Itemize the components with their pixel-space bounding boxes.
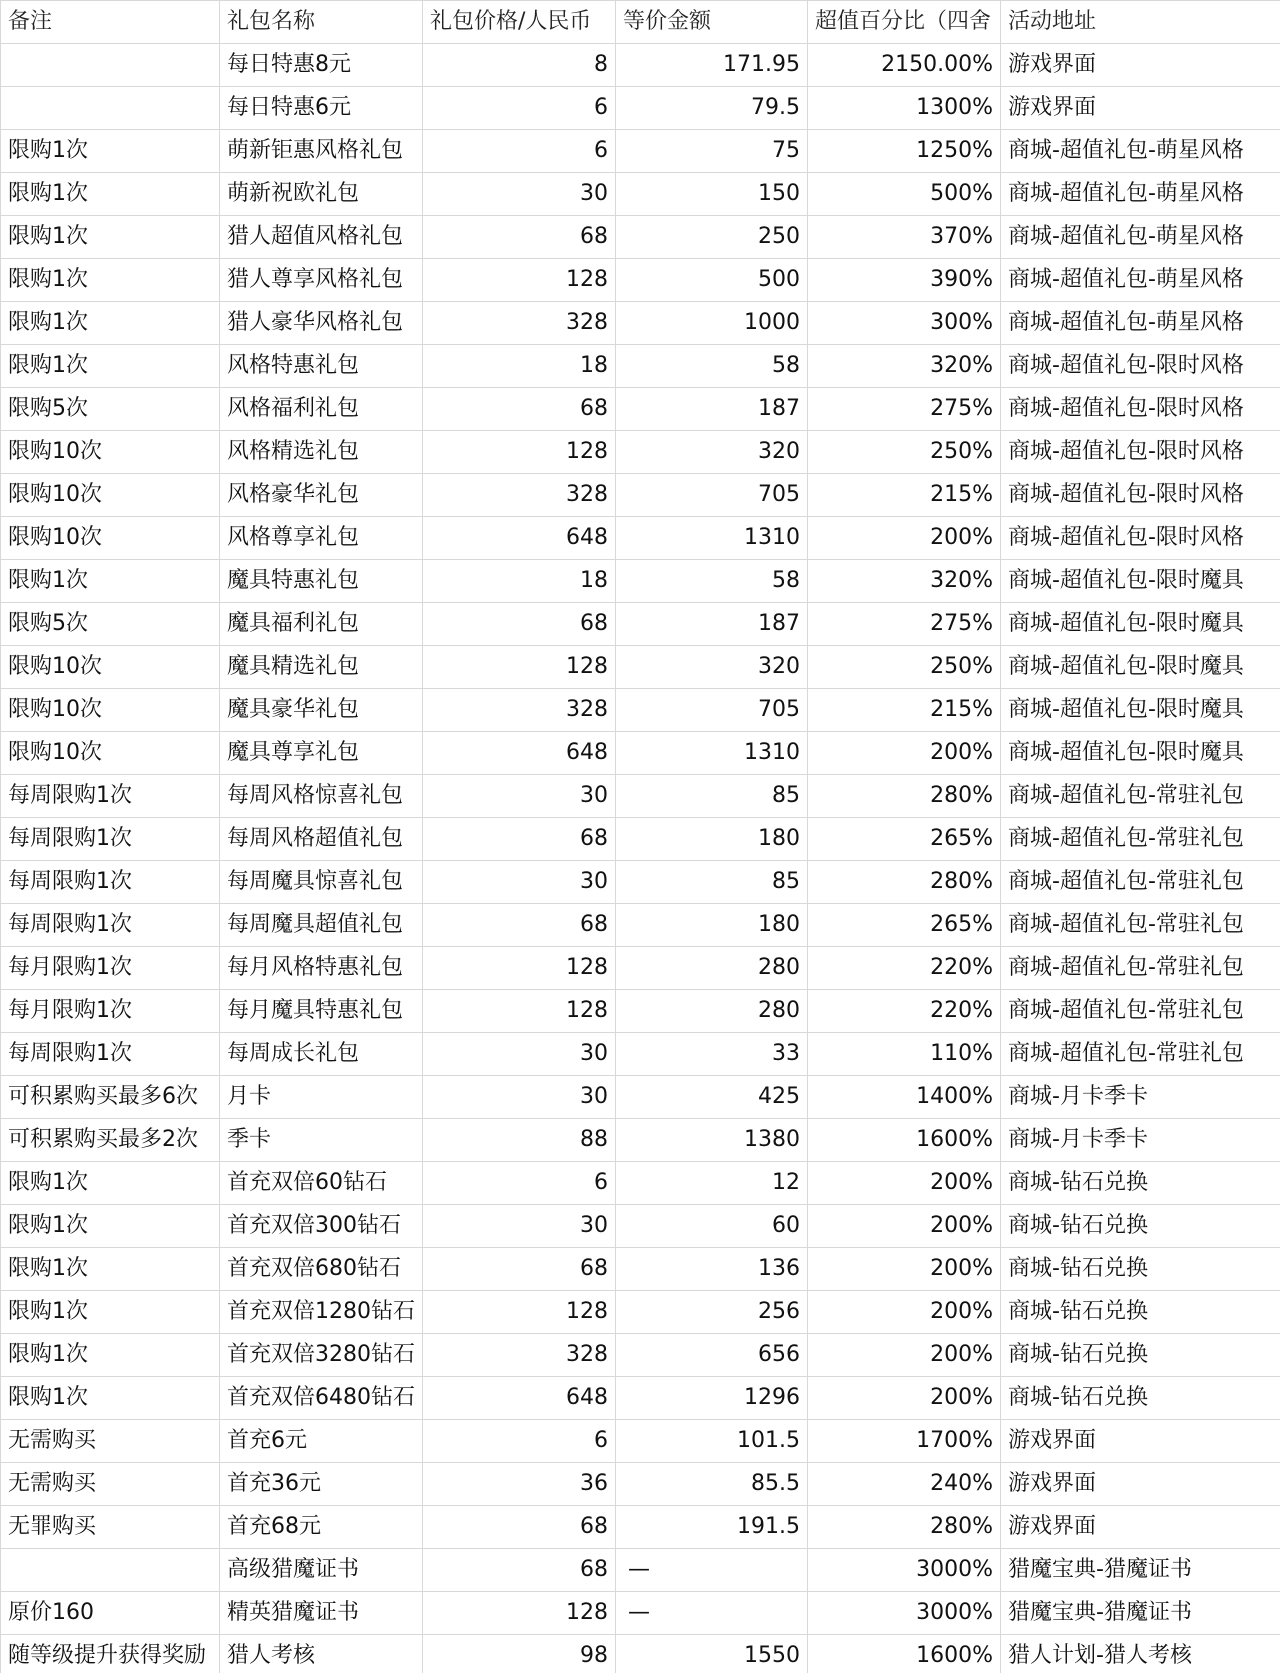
cell-equivalent[interactable]: 75 bbox=[616, 130, 808, 173]
cell-note[interactable]: 无需购买 bbox=[1, 1420, 220, 1463]
cell-note[interactable]: 每月限购1次 bbox=[1, 990, 220, 1033]
cell-equivalent[interactable]: 136 bbox=[616, 1248, 808, 1291]
cell-equivalent[interactable]: 425 bbox=[616, 1076, 808, 1119]
cell-percent[interactable]: 215% bbox=[808, 689, 1001, 732]
cell-price[interactable]: 328 bbox=[423, 689, 616, 732]
cell-equivalent[interactable]: 1310 bbox=[616, 517, 808, 560]
cell-note[interactable]: 限购10次 bbox=[1, 732, 220, 775]
cell-address[interactable]: 游戏界面 bbox=[1001, 44, 1280, 87]
table-row bbox=[1, 1463, 1280, 1506]
cell-name[interactable]: 每周风格超值礼包 bbox=[220, 818, 423, 861]
cell-name[interactable]: 每周风格惊喜礼包 bbox=[220, 775, 423, 818]
table-row bbox=[1, 1377, 1280, 1420]
cell-address[interactable]: 猎魔宝典-猎魔证书 bbox=[1001, 1592, 1280, 1635]
table-row bbox=[1, 560, 1280, 603]
cell-note[interactable]: 限购1次 bbox=[1, 1248, 220, 1291]
cell-equivalent[interactable]: 180 bbox=[616, 904, 808, 947]
cell-note[interactable]: 限购1次 bbox=[1, 302, 220, 345]
cell-address[interactable]: 商城-超值礼包-限时魔具 bbox=[1001, 646, 1280, 689]
table-row bbox=[1, 259, 1280, 302]
cell-percent[interactable]: 275% bbox=[808, 603, 1001, 646]
cell-name[interactable]: 高级猎魔证书 bbox=[220, 1549, 423, 1592]
table-row bbox=[1, 388, 1280, 431]
cell-percent[interactable]: 2150.00% bbox=[808, 44, 1001, 87]
cell-note[interactable]: 限购1次 bbox=[1, 173, 220, 216]
cell-percent[interactable]: 275% bbox=[808, 388, 1001, 431]
cell-price[interactable]: 68 bbox=[423, 216, 616, 259]
cell-price[interactable]: 18 bbox=[423, 560, 616, 603]
cell-name[interactable]: 月卡 bbox=[220, 1076, 423, 1119]
cell-note[interactable]: 限购1次 bbox=[1, 130, 220, 173]
cell-note[interactable]: 限购1次 bbox=[1, 1377, 220, 1420]
table-row bbox=[1, 603, 1280, 646]
cell-price[interactable]: 6 bbox=[423, 1420, 616, 1463]
table-row bbox=[1, 1162, 1280, 1205]
cell-address[interactable]: 商城-超值礼包-萌星风格 bbox=[1001, 302, 1280, 345]
table-row bbox=[1, 818, 1280, 861]
cell-note[interactable]: 无需购买 bbox=[1, 1463, 220, 1506]
cell-equivalent[interactable]: 705 bbox=[616, 474, 808, 517]
cell-address[interactable]: 商城-钻石兑换 bbox=[1001, 1162, 1280, 1205]
cell-equivalent[interactable]: — bbox=[616, 1592, 808, 1635]
cell-equivalent[interactable]: 171.95 bbox=[616, 44, 808, 87]
cell-percent[interactable]: 250% bbox=[808, 646, 1001, 689]
cell-note[interactable]: 限购1次 bbox=[1, 345, 220, 388]
cell-name[interactable]: 首充双倍680钻石 bbox=[220, 1248, 423, 1291]
cell-name[interactable]: 首充68元 bbox=[220, 1506, 423, 1549]
cell-equivalent[interactable]: 1000 bbox=[616, 302, 808, 345]
cell-address[interactable]: 商城-超值礼包-萌星风格 bbox=[1001, 173, 1280, 216]
cell-note[interactable]: 每周限购1次 bbox=[1, 904, 220, 947]
cell-price[interactable]: 30 bbox=[423, 861, 616, 904]
cell-name[interactable]: 每月风格特惠礼包 bbox=[220, 947, 423, 990]
cell-equivalent[interactable]: 250 bbox=[616, 216, 808, 259]
cell-percent[interactable]: 1250% bbox=[808, 130, 1001, 173]
cell-name[interactable]: 每周魔具超值礼包 bbox=[220, 904, 423, 947]
cell-name[interactable]: 魔具精选礼包 bbox=[220, 646, 423, 689]
cell-address[interactable]: 猎人计划-猎人考核 bbox=[1001, 1635, 1280, 1673]
cell-address[interactable]: 商城-超值礼包-常驻礼包 bbox=[1001, 861, 1280, 904]
cell-address[interactable]: 商城-超值礼包-限时魔具 bbox=[1001, 689, 1280, 732]
cell-address[interactable]: 商城-超值礼包-常驻礼包 bbox=[1001, 904, 1280, 947]
cell-percent[interactable]: 280% bbox=[808, 1506, 1001, 1549]
cell-price[interactable]: 6 bbox=[423, 1162, 616, 1205]
cell-name[interactable]: 首充双倍6480钻石 bbox=[220, 1377, 423, 1420]
table-row bbox=[1, 775, 1280, 818]
cell-price[interactable]: 648 bbox=[423, 732, 616, 775]
cell-name[interactable]: 风格福利礼包 bbox=[220, 388, 423, 431]
cell-address[interactable]: 游戏界面 bbox=[1001, 87, 1280, 130]
cell-address[interactable]: 商城-超值礼包-限时魔具 bbox=[1001, 560, 1280, 603]
cell-address[interactable]: 商城-超值礼包-萌星风格 bbox=[1001, 259, 1280, 302]
cell-price[interactable]: 30 bbox=[423, 173, 616, 216]
cell-note[interactable]: 随等级提升获得奖励 bbox=[1, 1635, 220, 1673]
cell-address[interactable]: 商城-钻石兑换 bbox=[1001, 1205, 1280, 1248]
cell-price[interactable]: 68 bbox=[423, 388, 616, 431]
cell-percent[interactable]: 200% bbox=[808, 1334, 1001, 1377]
table-row bbox=[1, 173, 1280, 216]
cell-note[interactable]: 限购5次 bbox=[1, 388, 220, 431]
cell-note[interactable] bbox=[1, 1549, 220, 1592]
table-row bbox=[1, 130, 1280, 173]
cell-address[interactable]: 商城-超值礼包-限时风格 bbox=[1001, 431, 1280, 474]
table-row bbox=[1, 1248, 1280, 1291]
cell-address[interactable]: 商城-钻石兑换 bbox=[1001, 1377, 1280, 1420]
cell-equivalent[interactable]: 58 bbox=[616, 345, 808, 388]
cell-percent[interactable]: 1700% bbox=[808, 1420, 1001, 1463]
cell-equivalent[interactable]: 1296 bbox=[616, 1377, 808, 1420]
cell-note[interactable]: 限购1次 bbox=[1, 1205, 220, 1248]
table-row bbox=[1, 1076, 1280, 1119]
table-row bbox=[1, 1033, 1280, 1076]
cell-address[interactable]: 商城-超值礼包-常驻礼包 bbox=[1001, 990, 1280, 1033]
cell-percent[interactable]: 320% bbox=[808, 345, 1001, 388]
cell-equivalent[interactable]: 187 bbox=[616, 388, 808, 431]
cell-address[interactable]: 商城-钻石兑换 bbox=[1001, 1291, 1280, 1334]
cell-name[interactable]: 魔具福利礼包 bbox=[220, 603, 423, 646]
cell-price[interactable]: 328 bbox=[423, 474, 616, 517]
cell-address[interactable]: 商城-超值礼包-限时风格 bbox=[1001, 345, 1280, 388]
cell-percent[interactable]: 500% bbox=[808, 173, 1001, 216]
cell-equivalent[interactable]: 101.5 bbox=[616, 1420, 808, 1463]
cell-address[interactable]: 商城-超值礼包-萌星风格 bbox=[1001, 130, 1280, 173]
table-row bbox=[1, 861, 1280, 904]
cell-note[interactable]: 可积累购买最多6次 bbox=[1, 1076, 220, 1119]
cell-percent[interactable]: 1400% bbox=[808, 1076, 1001, 1119]
cell-address[interactable]: 商城-超值礼包-限时风格 bbox=[1001, 474, 1280, 517]
table-row bbox=[1, 1420, 1280, 1463]
table-row bbox=[1, 689, 1280, 732]
cell-price[interactable]: 8 bbox=[423, 44, 616, 87]
cell-name[interactable]: 首充36元 bbox=[220, 1463, 423, 1506]
cell-equivalent[interactable]: 500 bbox=[616, 259, 808, 302]
cell-price[interactable]: 98 bbox=[423, 1635, 616, 1673]
table-row bbox=[1, 302, 1280, 345]
cell-name[interactable]: 首充双倍300钻石 bbox=[220, 1205, 423, 1248]
cell-address[interactable]: 商城-月卡季卡 bbox=[1001, 1119, 1280, 1162]
header-name[interactable]: 礼包名称 bbox=[220, 1, 423, 44]
cell-note[interactable]: 每周限购1次 bbox=[1, 775, 220, 818]
cell-equivalent[interactable]: 1380 bbox=[616, 1119, 808, 1162]
cell-address[interactable]: 商城-超值礼包-常驻礼包 bbox=[1001, 818, 1280, 861]
cell-name[interactable]: 首充双倍60钻石 bbox=[220, 1162, 423, 1205]
cell-name[interactable]: 萌新祝欧礼包 bbox=[220, 173, 423, 216]
cell-note[interactable]: 限购10次 bbox=[1, 431, 220, 474]
cell-equivalent[interactable]: 85 bbox=[616, 861, 808, 904]
cell-equivalent[interactable]: 191.5 bbox=[616, 1506, 808, 1549]
cell-name[interactable]: 魔具豪华礼包 bbox=[220, 689, 423, 732]
header-row bbox=[1, 1, 1280, 44]
cell-percent[interactable]: 1600% bbox=[808, 1635, 1001, 1673]
cell-equivalent[interactable]: 79.5 bbox=[616, 87, 808, 130]
cell-equivalent[interactable]: 85.5 bbox=[616, 1463, 808, 1506]
table-row bbox=[1, 474, 1280, 517]
cell-percent[interactable]: 390% bbox=[808, 259, 1001, 302]
cell-address[interactable]: 游戏界面 bbox=[1001, 1463, 1280, 1506]
cell-equivalent[interactable]: 33 bbox=[616, 1033, 808, 1076]
table-row bbox=[1, 1635, 1280, 1673]
table-row bbox=[1, 87, 1280, 130]
cell-percent[interactable]: 265% bbox=[808, 818, 1001, 861]
header-equivalent[interactable]: 等价金额 bbox=[616, 1, 808, 44]
cell-percent[interactable]: 200% bbox=[808, 1377, 1001, 1420]
cell-note[interactable]: 无罪购买 bbox=[1, 1506, 220, 1549]
table-row bbox=[1, 1119, 1280, 1162]
cell-equivalent[interactable]: 60 bbox=[616, 1205, 808, 1248]
cell-address[interactable]: 商城-超值礼包-限时风格 bbox=[1001, 388, 1280, 431]
cell-name[interactable]: 风格尊享礼包 bbox=[220, 517, 423, 560]
table-row bbox=[1, 947, 1280, 990]
table-row bbox=[1, 216, 1280, 259]
cell-name[interactable]: 每日特惠6元 bbox=[220, 87, 423, 130]
header-percent[interactable]: 超值百分比（四舍 bbox=[808, 1, 1001, 44]
cell-note[interactable]: 限购1次 bbox=[1, 259, 220, 302]
cell-percent[interactable]: 200% bbox=[808, 1205, 1001, 1248]
cell-name[interactable]: 风格精选礼包 bbox=[220, 431, 423, 474]
cell-name[interactable]: 魔具尊享礼包 bbox=[220, 732, 423, 775]
cell-percent[interactable]: 1600% bbox=[808, 1119, 1001, 1162]
cell-name[interactable]: 猎人考核 bbox=[220, 1635, 423, 1673]
cell-name[interactable]: 首充双倍1280钻石 bbox=[220, 1291, 423, 1334]
table-row bbox=[1, 1291, 1280, 1334]
cell-note[interactable] bbox=[1, 87, 220, 130]
cell-equivalent[interactable]: 280 bbox=[616, 990, 808, 1033]
cell-note[interactable]: 限购10次 bbox=[1, 689, 220, 732]
cell-name[interactable]: 季卡 bbox=[220, 1119, 423, 1162]
cell-address[interactable]: 商城-超值礼包-常驻礼包 bbox=[1001, 775, 1280, 818]
cell-address[interactable]: 游戏界面 bbox=[1001, 1506, 1280, 1549]
cell-price[interactable]: 128 bbox=[423, 1291, 616, 1334]
cell-name[interactable]: 风格特惠礼包 bbox=[220, 345, 423, 388]
cell-price[interactable]: 68 bbox=[423, 904, 616, 947]
table-row bbox=[1, 517, 1280, 560]
cell-price[interactable]: 648 bbox=[423, 1377, 616, 1420]
cell-percent[interactable]: 3000% bbox=[808, 1549, 1001, 1592]
cell-price[interactable]: 128 bbox=[423, 259, 616, 302]
cell-note[interactable] bbox=[1, 44, 220, 87]
cell-name[interactable]: 魔具特惠礼包 bbox=[220, 560, 423, 603]
table-row bbox=[1, 44, 1280, 87]
cell-note[interactable]: 每月限购1次 bbox=[1, 947, 220, 990]
cell-note[interactable]: 限购5次 bbox=[1, 603, 220, 646]
cell-note[interactable]: 限购1次 bbox=[1, 1334, 220, 1377]
cell-address[interactable]: 商城-超值礼包-限时魔具 bbox=[1001, 732, 1280, 775]
table-row bbox=[1, 431, 1280, 474]
table-row bbox=[1, 1549, 1280, 1592]
cell-percent[interactable]: 250% bbox=[808, 431, 1001, 474]
cell-price[interactable]: 6 bbox=[423, 87, 616, 130]
cell-note[interactable]: 原价160 bbox=[1, 1592, 220, 1635]
cell-percent[interactable]: 110% bbox=[808, 1033, 1001, 1076]
table-row bbox=[1, 732, 1280, 775]
cell-name[interactable]: 首充双倍3280钻石 bbox=[220, 1334, 423, 1377]
cell-equivalent[interactable]: 1310 bbox=[616, 732, 808, 775]
cell-price[interactable]: 128 bbox=[423, 431, 616, 474]
cell-percent[interactable]: 1300% bbox=[808, 87, 1001, 130]
cell-price[interactable]: 648 bbox=[423, 517, 616, 560]
table-body bbox=[1, 44, 1280, 1673]
cell-name[interactable]: 萌新钜惠风格礼包 bbox=[220, 130, 423, 173]
cell-name[interactable]: 每月魔具特惠礼包 bbox=[220, 990, 423, 1033]
cell-address[interactable]: 商城-钻石兑换 bbox=[1001, 1248, 1280, 1291]
cell-note[interactable]: 限购1次 bbox=[1, 1291, 220, 1334]
cell-note[interactable]: 限购1次 bbox=[1, 560, 220, 603]
cell-price[interactable]: 68 bbox=[423, 1506, 616, 1549]
cell-price[interactable]: 30 bbox=[423, 775, 616, 818]
cell-equivalent[interactable]: 85 bbox=[616, 775, 808, 818]
table-row bbox=[1, 1205, 1280, 1248]
cell-address[interactable]: 商城-月卡季卡 bbox=[1001, 1076, 1280, 1119]
cell-note[interactable]: 限购10次 bbox=[1, 646, 220, 689]
cell-price[interactable]: 68 bbox=[423, 1549, 616, 1592]
table-row bbox=[1, 345, 1280, 388]
cell-price[interactable]: 128 bbox=[423, 646, 616, 689]
cell-price[interactable]: 18 bbox=[423, 345, 616, 388]
cell-address[interactable]: 商城-超值礼包-常驻礼包 bbox=[1001, 947, 1280, 990]
cell-price[interactable]: 30 bbox=[423, 1033, 616, 1076]
cell-equivalent[interactable]: — bbox=[616, 1549, 808, 1592]
header-price[interactable]: 礼包价格/人民币 bbox=[423, 1, 616, 44]
cell-price[interactable]: 68 bbox=[423, 818, 616, 861]
table-row bbox=[1, 1592, 1280, 1635]
cell-equivalent[interactable]: 150 bbox=[616, 173, 808, 216]
cell-percent[interactable]: 200% bbox=[808, 517, 1001, 560]
cell-percent[interactable]: 200% bbox=[808, 1162, 1001, 1205]
cell-percent[interactable]: 200% bbox=[808, 732, 1001, 775]
cell-price[interactable]: 68 bbox=[423, 1248, 616, 1291]
cell-percent[interactable]: 320% bbox=[808, 560, 1001, 603]
cell-name[interactable]: 风格豪华礼包 bbox=[220, 474, 423, 517]
cell-note[interactable]: 每周限购1次 bbox=[1, 861, 220, 904]
cell-equivalent[interactable]: 320 bbox=[616, 431, 808, 474]
cell-price[interactable]: 128 bbox=[423, 947, 616, 990]
cell-name[interactable]: 猎人超值风格礼包 bbox=[220, 216, 423, 259]
cell-name[interactable]: 每周成长礼包 bbox=[220, 1033, 423, 1076]
cell-name[interactable]: 猎人豪华风格礼包 bbox=[220, 302, 423, 345]
cell-percent[interactable]: 3000% bbox=[808, 1592, 1001, 1635]
cell-price[interactable]: 328 bbox=[423, 302, 616, 345]
cell-equivalent[interactable]: 58 bbox=[616, 560, 808, 603]
cell-address[interactable]: 商城-超值礼包-限时魔具 bbox=[1001, 603, 1280, 646]
cell-address[interactable]: 商城-钻石兑换 bbox=[1001, 1334, 1280, 1377]
cell-name[interactable]: 精英猎魔证书 bbox=[220, 1592, 423, 1635]
cell-equivalent[interactable]: 1550 bbox=[616, 1635, 808, 1673]
cell-name[interactable]: 每周魔具惊喜礼包 bbox=[220, 861, 423, 904]
table-row bbox=[1, 990, 1280, 1033]
cell-percent[interactable]: 215% bbox=[808, 474, 1001, 517]
cell-name[interactable]: 首充6元 bbox=[220, 1420, 423, 1463]
header-note[interactable]: 备注 bbox=[1, 1, 220, 44]
cell-percent[interactable]: 300% bbox=[808, 302, 1001, 345]
table-row bbox=[1, 1334, 1280, 1377]
cell-note[interactable]: 限购1次 bbox=[1, 1162, 220, 1205]
cell-equivalent[interactable]: 187 bbox=[616, 603, 808, 646]
cell-percent[interactable]: 220% bbox=[808, 990, 1001, 1033]
cell-percent[interactable]: 200% bbox=[808, 1248, 1001, 1291]
header-address[interactable]: 活动地址 bbox=[1001, 1, 1280, 44]
cell-note[interactable]: 限购10次 bbox=[1, 517, 220, 560]
cell-name[interactable]: 每日特惠8元 bbox=[220, 44, 423, 87]
cell-equivalent[interactable]: 280 bbox=[616, 947, 808, 990]
cell-note[interactable]: 每周限购1次 bbox=[1, 1033, 220, 1076]
cell-note[interactable]: 限购1次 bbox=[1, 216, 220, 259]
cell-address[interactable]: 猎魔宝典-猎魔证书 bbox=[1001, 1549, 1280, 1592]
cell-percent[interactable]: 265% bbox=[808, 904, 1001, 947]
cell-percent[interactable]: 280% bbox=[808, 775, 1001, 818]
cell-equivalent[interactable]: 320 bbox=[616, 646, 808, 689]
cell-price[interactable]: 30 bbox=[423, 1205, 616, 1248]
table-row bbox=[1, 904, 1280, 947]
cell-price[interactable]: 88 bbox=[423, 1119, 616, 1162]
cell-note[interactable]: 限购10次 bbox=[1, 474, 220, 517]
cell-percent[interactable]: 280% bbox=[808, 861, 1001, 904]
cell-price[interactable]: 128 bbox=[423, 990, 616, 1033]
cell-equivalent[interactable]: 656 bbox=[616, 1334, 808, 1377]
cell-address[interactable]: 游戏界面 bbox=[1001, 1420, 1280, 1463]
cell-price[interactable]: 30 bbox=[423, 1076, 616, 1119]
cell-equivalent[interactable]: 180 bbox=[616, 818, 808, 861]
cell-price[interactable]: 68 bbox=[423, 603, 616, 646]
cell-equivalent[interactable]: 705 bbox=[616, 689, 808, 732]
cell-note[interactable]: 每周限购1次 bbox=[1, 818, 220, 861]
table-row bbox=[1, 646, 1280, 689]
table-row bbox=[1, 1506, 1280, 1549]
cell-price[interactable]: 328 bbox=[423, 1334, 616, 1377]
cell-price[interactable]: 128 bbox=[423, 1592, 616, 1635]
cell-percent[interactable]: 200% bbox=[808, 1291, 1001, 1334]
cell-equivalent[interactable]: 256 bbox=[616, 1291, 808, 1334]
cell-price[interactable]: 6 bbox=[423, 130, 616, 173]
cell-equivalent[interactable]: 12 bbox=[616, 1162, 808, 1205]
cell-address[interactable]: 商城-超值礼包-常驻礼包 bbox=[1001, 1033, 1280, 1076]
cell-percent[interactable]: 370% bbox=[808, 216, 1001, 259]
cell-address[interactable]: 商城-超值礼包-萌星风格 bbox=[1001, 216, 1280, 259]
cell-percent[interactable]: 240% bbox=[808, 1463, 1001, 1506]
cell-name[interactable]: 猎人尊享风格礼包 bbox=[220, 259, 423, 302]
cell-price[interactable]: 36 bbox=[423, 1463, 616, 1506]
cell-note[interactable]: 可积累购买最多2次 bbox=[1, 1119, 220, 1162]
cell-percent[interactable]: 220% bbox=[808, 947, 1001, 990]
cell-address[interactable]: 商城-超值礼包-限时风格 bbox=[1001, 517, 1280, 560]
